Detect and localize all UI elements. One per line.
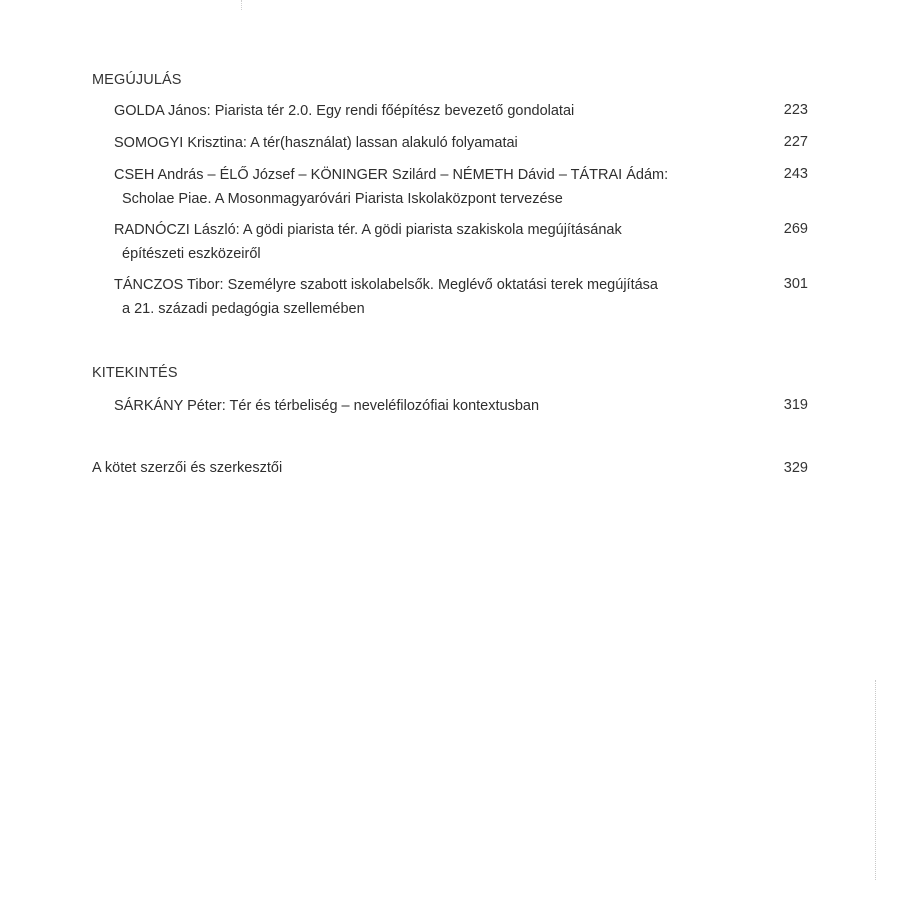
- entry-text-continued: a 21. századi pedagógia szellemében: [122, 301, 365, 317]
- toc-entry: [114, 218, 714, 266]
- page-number: 269: [783, 221, 808, 237]
- scan-mark: [241, 0, 243, 10]
- toc-entry: [114, 394, 714, 418]
- entry-text: RADNÓCZI László: A gödi piarista tér. A gödi piarista szakiskola megújításának: [114, 222, 622, 238]
- page-number: 329: [783, 460, 808, 476]
- toc-entry-authors: A kötet szerzői és szerkesztői: [92, 460, 283, 476]
- page-number: 243: [783, 166, 808, 182]
- page-number: 301: [783, 276, 808, 292]
- toc-entry: [114, 131, 714, 155]
- scan-margin-mark: [875, 680, 878, 880]
- page-number: 227: [783, 134, 808, 150]
- toc-entry: [114, 163, 714, 211]
- entry-text-continued: építészeti eszközeiről: [122, 246, 261, 262]
- section-title-megujulas: MEGÚJULÁS: [92, 72, 182, 88]
- entry-text: SÁRKÁNY Péter: Tér és térbeliség – neveléfilozófiai kontextusban: [114, 398, 540, 414]
- toc-entry: [114, 99, 714, 123]
- section-title-kitekintes: KITEKINTÉS: [92, 365, 178, 381]
- entry-text: GOLDA János: Piarista tér 2.0. Egy rendi főépítész bevezető gondolatai: [114, 103, 575, 119]
- entry-text: CSEH András – ÉLŐ József – KÖNINGER Szilárd – NÉMETH Dávid – TÁTRAI Ádám:: [114, 167, 669, 183]
- page-number: 223: [783, 102, 808, 118]
- entry-text: SOMOGYI Krisztina: A tér(használat) lassan alakuló folyamatai: [114, 135, 518, 151]
- toc-entry: [114, 273, 714, 321]
- entry-text: TÁNCZOS Tibor: Személyre szabott iskolabelsők. Meglévő oktatási terek megújítása: [114, 277, 658, 293]
- page-number: 319: [783, 397, 808, 413]
- entry-text-continued: Scholae Piae. A Mosonmagyaróvári Piarista Iskolaközpont tervezése: [122, 191, 563, 207]
